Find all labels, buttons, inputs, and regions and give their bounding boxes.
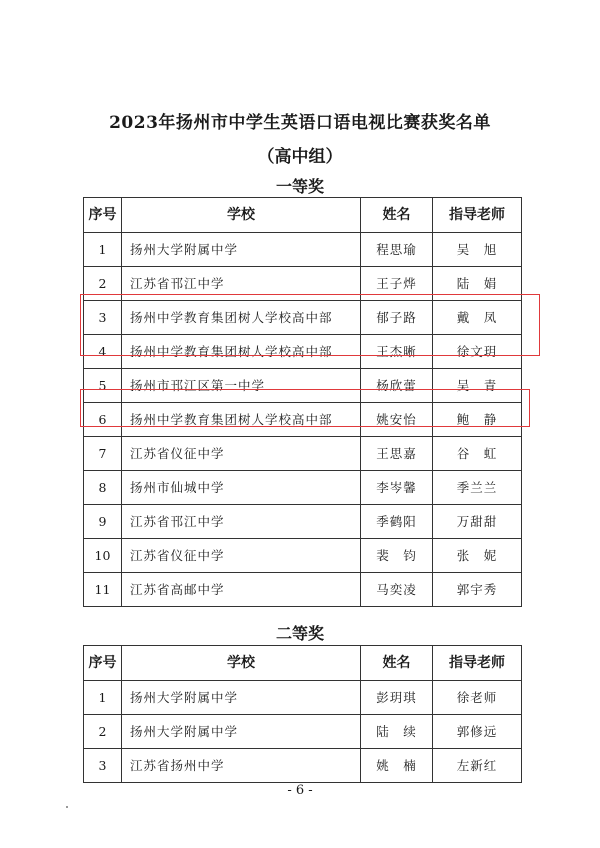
header-school: 学校 — [122, 646, 361, 681]
cell-name: 王思嘉 — [361, 437, 433, 471]
header-school: 学校 — [122, 198, 361, 233]
table-header-row — [84, 646, 522, 681]
cell-name: 裴 钧 — [361, 539, 433, 573]
cell-name: 姚安怡 — [361, 403, 433, 437]
header-index: 序号 — [84, 646, 122, 681]
cell-school: 江苏省仪征中学 — [122, 437, 361, 471]
table-row — [84, 681, 522, 715]
cell-teacher: 吴 青 — [433, 369, 522, 403]
table-header-row — [84, 198, 522, 233]
cell-name: 王杰晰 — [361, 335, 433, 369]
header-name: 姓名 — [361, 646, 433, 681]
cell-school: 扬州市邗江区第一中学 — [122, 369, 361, 403]
table-row — [84, 715, 522, 749]
cell-index: 11 — [84, 573, 122, 607]
cell-index: 1 — [84, 233, 122, 267]
cell-teacher: 季兰兰 — [433, 471, 522, 505]
cell-teacher: 陆 娟 — [433, 267, 522, 301]
cell-teacher: 鲍 静 — [433, 403, 522, 437]
cell-name: 马奕凌 — [361, 573, 433, 607]
cell-name: 郁子路 — [361, 301, 433, 335]
first-prize-title: 一等奖 — [275, 177, 324, 196]
cell-index: 2 — [84, 715, 122, 749]
table-row — [84, 233, 522, 267]
cell-school: 江苏省扬州中学 — [122, 749, 361, 783]
cell-teacher: 郭宇秀 — [433, 573, 522, 607]
cell-school: 扬州中学教育集团树人学校高中部 — [122, 403, 361, 437]
cell-index: 7 — [84, 437, 122, 471]
table-row — [84, 573, 522, 607]
cell-school: 扬州大学附属中学 — [122, 233, 361, 267]
cell-teacher: 谷 虹 — [433, 437, 522, 471]
cell-name: 陆 续 — [361, 715, 433, 749]
cell-school: 江苏省高邮中学 — [122, 573, 361, 607]
cell-index: 8 — [84, 471, 122, 505]
cell-index: 1 — [84, 681, 122, 715]
cell-school: 扬州中学教育集团树人学校高中部 — [122, 335, 361, 369]
table-row — [84, 539, 522, 573]
second-prize-title: 二等奖 — [275, 624, 324, 643]
cell-index: 10 — [84, 539, 122, 573]
cell-name: 季鹤阳 — [361, 505, 433, 539]
cell-name: 彭玥琪 — [361, 681, 433, 715]
second-prize-table — [83, 645, 522, 783]
cell-teacher: 徐文玥 — [433, 335, 522, 369]
page-number: - 6 - — [287, 783, 313, 798]
cell-school: 江苏省邗江中学 — [122, 267, 361, 301]
cell-index: 2 — [84, 267, 122, 301]
cell-teacher: 徐老师 — [433, 681, 522, 715]
header-name: 姓名 — [361, 198, 433, 233]
table-row — [84, 505, 522, 539]
header-index: 序号 — [84, 198, 122, 233]
cell-index: 6 — [84, 403, 122, 437]
cell-school: 江苏省邗江中学 — [122, 505, 361, 539]
cell-teacher: 戴 凤 — [433, 301, 522, 335]
cell-name: 杨欣蕾 — [361, 369, 433, 403]
cell-name: 王子烨 — [361, 267, 433, 301]
scan-speck — [66, 806, 68, 808]
document-title: 2023年扬州市中学生英语口语电视比赛获奖名单 — [109, 113, 491, 133]
cell-name: 李岑馨 — [361, 471, 433, 505]
header-teacher: 指导老师 — [433, 646, 522, 681]
header-teacher: 指导老师 — [433, 198, 522, 233]
table-row — [84, 749, 522, 783]
cell-teacher: 张 妮 — [433, 539, 522, 573]
cell-name: 姚 楠 — [361, 749, 433, 783]
cell-teacher: 郭修远 — [433, 715, 522, 749]
cell-school: 扬州大学附属中学 — [122, 715, 361, 749]
highlight-box-rows-3-4 — [80, 294, 540, 356]
cell-index: 3 — [84, 749, 122, 783]
highlight-box-row-6 — [80, 389, 530, 427]
cell-teacher: 左新红 — [433, 749, 522, 783]
cell-school: 扬州大学附属中学 — [122, 681, 361, 715]
document-subtitle: （高中组） — [257, 147, 343, 167]
cell-index: 9 — [84, 505, 122, 539]
table-row — [84, 437, 522, 471]
cell-name: 程思瑜 — [361, 233, 433, 267]
cell-teacher: 万甜甜 — [433, 505, 522, 539]
cell-school: 扬州市仙城中学 — [122, 471, 361, 505]
cell-teacher: 吴 旭 — [433, 233, 522, 267]
cell-school: 扬州中学教育集团树人学校高中部 — [122, 301, 361, 335]
cell-index: 3 — [84, 301, 122, 335]
cell-index: 5 — [84, 369, 122, 403]
cell-school: 江苏省仪征中学 — [122, 539, 361, 573]
table-row — [84, 471, 522, 505]
cell-index: 4 — [84, 335, 122, 369]
